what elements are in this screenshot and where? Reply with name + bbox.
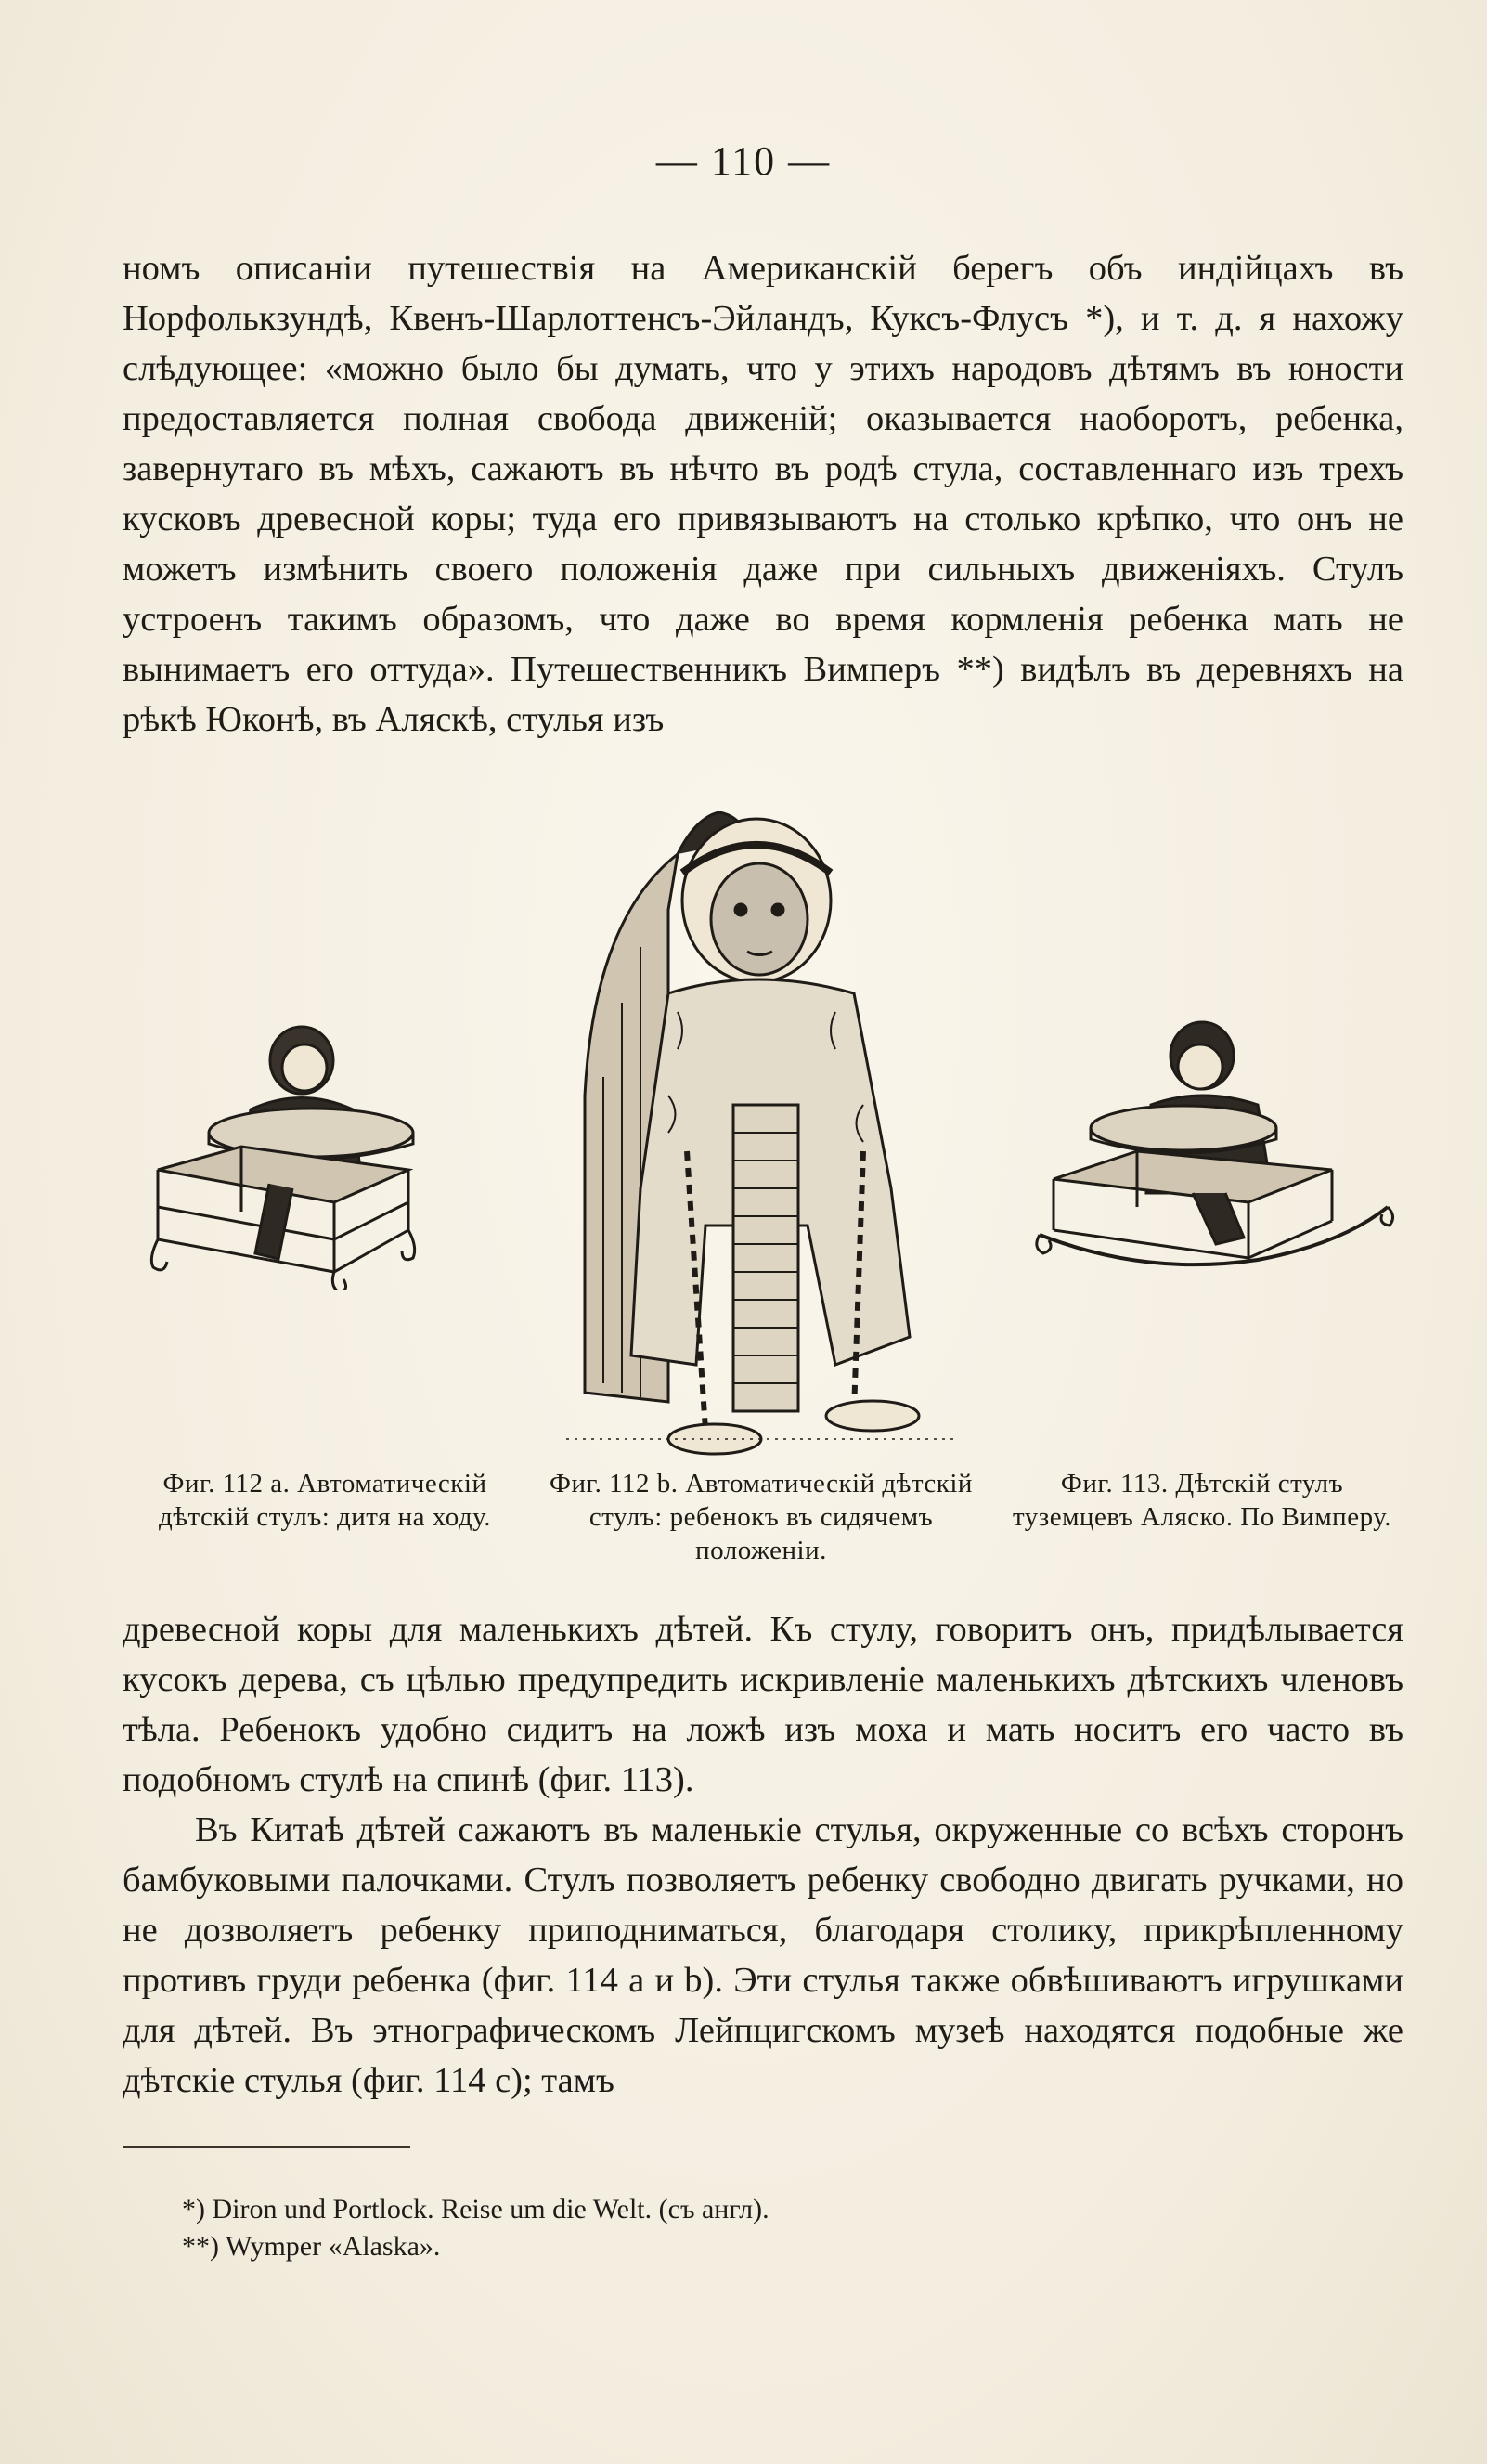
paragraph: древесной коры для маленькихъ дѣтей. Къ стулу, говоритъ онъ, придѣлывается кусокъ дерева, съ цѣлью предупредить искривленіе маленькихъ дѣтскихъ членовъ тѣла. Ребенокъ удобно сидитъ на ложѣ изъ моха и мать носитъ его часто въ подобномъ стулѣ на спинѣ (фиг. 113). [123,1610,1403,1799]
footnote-divider [123,2146,410,2148]
paragraph: Въ Китаѣ дѣтей сажаютъ въ маленькіе стулья, окруженные со всѣхъ сторонъ бамбуковыми палочками. Стулъ позволяетъ ребенку свободно двигать ручками, но не дозволяетъ ребенку приподниматься, благодаря столику, прикрѣпленному противъ груди ребенка (фиг. 114 a и b). Эти стулья также обвѣшиваютъ игрушками для дѣтей. Въ этнографическомъ Лейпцигскомъ музеѣ находятся подобные же дѣтскіе стулья (фиг. 114 c); тамъ [123,1810,1403,2100]
figure-caption-112b: Фиг. 112 b. Автоматическій дѣтскій стулъ: ребенокъ въ сидячемъ положеніи. [550,1469,973,1565]
page-number: — 110 — [655,138,832,184]
paragraph: номъ описаніи путешествія на Американскій берегъ объ индійцахъ въ Норфолькзундѣ, Квенъ-Шарлоттенсъ-Эйландъ, Куксъ-Флусъ *), и т. д. я нахожу слѣдующее: «можно было бы думать, что у этихъ народовъ дѣтямъ въ юности предоставляется полная свобода движеній; оказывается наоборотъ, ребенка, завернутаго въ мѣхъ, сажаютъ въ нѣчто въ родѣ стула, составленнаго изъ трехъ кусковъ древесной коры; туда его привязываютъ на столько крѣпко, что онъ не можетъ измѣнить своего положенія даже при сильныхъ движеніяхъ. Стулъ устроенъ такимъ образомъ, что даже во время кормленія ребенка мать не вынимаетъ его оттуда». Путешественникъ Вимперъ **) видѣлъ въ деревняхъ на рѣкѣ Юконѣ, въ Аляскѣ, стулья изъ [123,249,1403,739]
child-in-walker-chair-illustration [139,1021,473,1290]
figure-caption-112a: Фиг. 112 а. Автоматическій дѣтскій стулъ: дитя на ходу. [159,1469,491,1532]
child-in-bark-chair-illustration [557,798,965,1458]
body-text-bottom [123,1604,1403,2106]
body-text-top [123,243,1403,745]
figure-caption-113: Фиг. 113. Дѣтскій стулъ туземцевъ Аляско. По Вимперу. [1012,1469,1392,1532]
figure-row [0,780,1487,1467]
footnote: *) Diron und Portlock. Reise um die Welt. (съ англ). [182,2194,769,2224]
footnotes [182,2191,769,2265]
footnote: **) Wymper «Alaska». [182,2231,441,2262]
child-in-alaska-chair-illustration [1035,1017,1406,1286]
